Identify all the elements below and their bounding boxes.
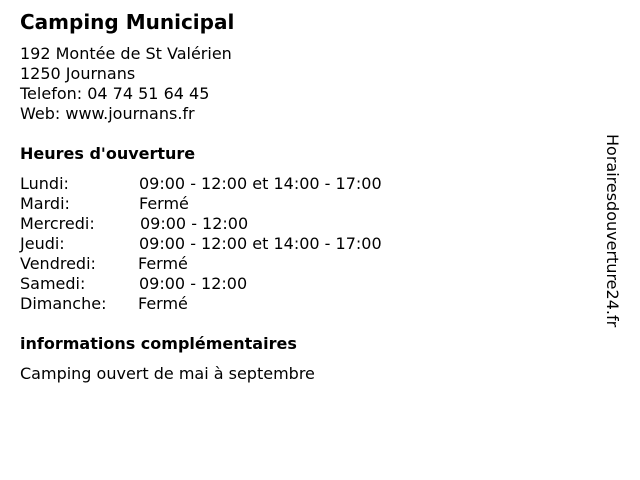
day-label: Mercredi:: [20, 214, 95, 233]
additional-info-heading: informations complémentaires: [20, 334, 297, 353]
day-label: Dimanche:: [20, 294, 107, 313]
page-title: Camping Municipal: [20, 10, 235, 34]
watermark: Horairesdouverture24.fr: [603, 134, 622, 328]
phone-number: Telefon: 04 74 51 64 45: [20, 84, 210, 103]
postal-city: 1250 Journans: [20, 64, 136, 83]
day-hours: 09:00 - 12:00: [139, 274, 248, 293]
day-hours: Fermé: [138, 294, 188, 313]
website: Web: www.journans.fr: [20, 104, 195, 123]
opening-hours-heading: Heures d'ouverture: [20, 144, 196, 163]
day-hours: 09:00 - 12:00: [140, 214, 249, 233]
day-label: Samedi:: [20, 274, 86, 293]
day-hours: 09:00 - 12:00 et 14:00 - 17:00: [139, 174, 382, 193]
day-label: Lundi:: [20, 174, 69, 193]
additional-info-text: Camping ouvert de mai à septembre: [20, 364, 315, 383]
day-label: Mardi:: [20, 194, 70, 213]
day-label: Jeudi:: [20, 234, 65, 253]
address-block: [20, 44, 232, 124]
day-hours: Fermé: [138, 254, 188, 273]
street-address: 192 Montée de St Valérien: [20, 44, 232, 63]
day-hours: Fermé: [139, 194, 189, 213]
day-label: Vendredi:: [20, 254, 96, 273]
day-hours: 09:00 - 12:00 et 14:00 - 17:00: [139, 234, 382, 253]
